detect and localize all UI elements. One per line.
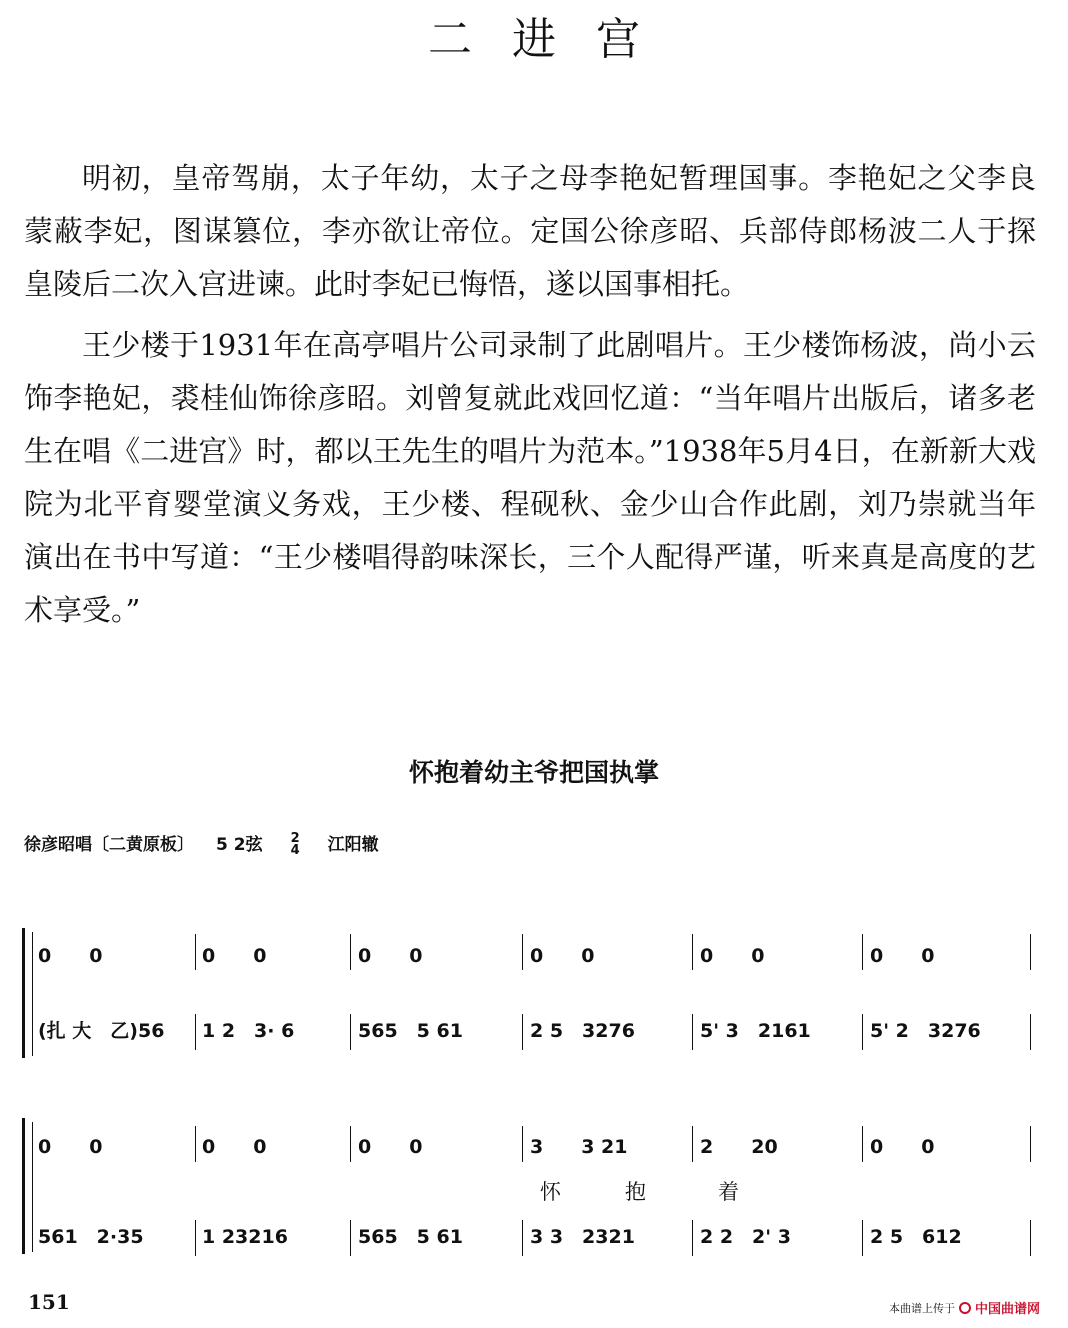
rhyme: 江阳辙 <box>327 835 379 855</box>
time-bottom: 4 <box>290 843 300 858</box>
system-1-barline <box>350 1014 351 1050</box>
system-1-barline <box>692 1014 693 1050</box>
system-2-barline <box>862 1220 863 1256</box>
system-1-barline <box>195 1014 196 1050</box>
system-2-brace <box>22 1118 25 1254</box>
singer: 徐彦昭唱 <box>24 835 92 855</box>
system-1-start-bar <box>32 932 33 1056</box>
intro-paragraph-2: 王少楼于1931年在高亭唱片公司录制了此剧唱片。王少楼饰杨波，尚小云饰李艳妃，裘桂仙饰徐彦昭。刘曾复就此戏回忆道：“当年唱片出版后，诸多老生在唱《二进宫》时，都以王先生的唱片为范本。”1938年5月4日，在新新大戏院为北平育婴堂演义务戏，王少楼、程砚秋、金少山合作此剧，刘乃崇就当年演出在书中写道：“王少楼唱得韵味深长，三个人配得严谨，听来真是高度的艺术享受。” <box>24 328 1036 627</box>
system-1-brace <box>22 928 25 1058</box>
system-1-barline <box>1030 1014 1031 1050</box>
system-2-barline <box>692 1126 693 1162</box>
system-2-barline <box>195 1126 196 1162</box>
footer <box>889 1298 1040 1317</box>
page-title: 二进宫 <box>428 14 680 65</box>
system-1-barline <box>1030 934 1031 970</box>
system-2-vocal-measure: 3 3 21 <box>530 1136 628 1158</box>
system-1-barline <box>862 1014 863 1050</box>
system-1-accomp-measure: 5' 2 3276 <box>870 1020 981 1042</box>
system-1-barline <box>862 934 863 970</box>
footer-text: 本曲谱上传于 <box>888 1301 955 1315</box>
time-signature <box>291 833 300 857</box>
system-1-vocal-measure: 0 0 <box>530 945 595 967</box>
aria-title: 怀抱着幼主爷把国执掌 <box>408 758 659 787</box>
system-2-start-bar <box>32 1122 33 1252</box>
system-2-vocal-measure: 0 0 <box>202 1136 267 1158</box>
system-2-barline <box>692 1220 693 1256</box>
system-2-accomp-measure: 2 2 2' 3 <box>700 1226 791 1248</box>
system-1-accomp-measure: 5' 3 2161 <box>700 1020 811 1042</box>
logo-icon <box>959 1302 971 1314</box>
system-1-barline <box>195 934 196 970</box>
score-meta <box>24 832 379 858</box>
system-1-accomp-measure: 1 2 3· 6 <box>202 1020 295 1042</box>
system-2-barline <box>1030 1220 1031 1256</box>
system-2-barline <box>522 1126 523 1162</box>
system-1-accomp-measure: (扎 大 乙)56 <box>38 1020 165 1042</box>
tuning: 5 2弦 <box>216 835 263 855</box>
system-1-vocal-measure: 0 0 <box>202 945 267 967</box>
system-1-vocal-measure: 0 0 <box>38 945 103 967</box>
system-2-accomp-measure: 561 2·35 <box>38 1226 144 1248</box>
system-2-barline <box>350 1220 351 1256</box>
system-2-barline <box>862 1126 863 1162</box>
system-2-lyric: 怀 <box>540 1180 561 1204</box>
intro-text <box>24 152 1036 637</box>
system-1-vocal-measure: 0 0 <box>700 945 765 967</box>
system-1-accomp-measure: 565 5 61 <box>358 1020 463 1042</box>
system-1-accomp-measure: 2 5 3276 <box>530 1020 635 1042</box>
system-2-barline <box>1030 1126 1031 1162</box>
system-2-vocal-measure: 2 20 <box>700 1136 778 1158</box>
system-2-accomp-measure: 2 5 612 <box>870 1226 962 1248</box>
intro-paragraph-1: 明初，皇帝驾崩，太子年幼，太子之母李艳妃暂理国事。李艳妃之父李良蒙蔽李妃，图谋篡位，李亦欲让帝位。定国公徐彦昭、兵部侍郎杨波二人于探皇陵后二次入宫进谏。此时李妃已悔悟，遂以国事相托。 <box>24 161 1036 301</box>
system-2-vocal-measure: 0 0 <box>38 1136 103 1158</box>
system-1-vocal-measure: 0 0 <box>870 945 935 967</box>
system-1-barline <box>350 934 351 970</box>
system-1-barline <box>692 934 693 970</box>
system-2-lyric: 抱 <box>625 1180 646 1204</box>
system-2-barline <box>195 1220 196 1256</box>
page-number: 151 <box>28 1290 70 1314</box>
system-1-barline <box>522 934 523 970</box>
system-2-barline <box>350 1126 351 1162</box>
system-2-barline <box>522 1220 523 1256</box>
system-2-lyric: 着 <box>718 1180 739 1204</box>
system-2-accomp-measure: 3 3 2321 <box>530 1226 635 1248</box>
system-2-accomp-measure: 565 5 61 <box>358 1226 463 1248</box>
system-1-vocal-measure: 0 0 <box>358 945 423 967</box>
site-name: 中国曲谱网 <box>974 1302 1040 1317</box>
mode: 〔二黄原板〕 <box>92 835 194 855</box>
system-2-accomp-measure: 1 23216 <box>202 1226 288 1248</box>
system-2-vocal-measure: 0 0 <box>870 1136 935 1158</box>
time-top: 2 <box>290 831 300 846</box>
system-1-barline <box>522 1014 523 1050</box>
system-2-vocal-measure: 0 0 <box>358 1136 423 1158</box>
